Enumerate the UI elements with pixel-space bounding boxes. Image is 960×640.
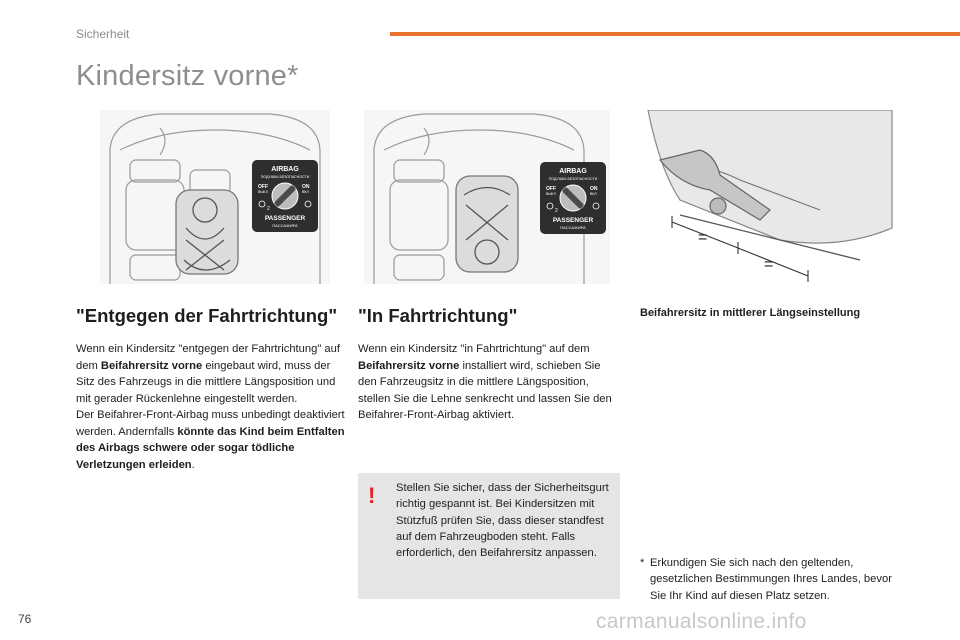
airbag-label: AIRBAG [271, 166, 299, 173]
footnote [640, 555, 900, 604]
illustration-forward-facing-seat [364, 110, 610, 284]
switch-on-label: ON [590, 186, 598, 192]
car-topview-forward-facing-icon [364, 110, 610, 284]
warning-exclamation-icon: ! [368, 483, 376, 508]
switch-off-sublabel: ВЫКЛ [258, 190, 268, 194]
rear-facing-text [76, 341, 346, 473]
equal-mark-1: = [698, 229, 708, 246]
page-title: Kindersitz vorne* [76, 60, 299, 92]
rear-facing-paragraph-2: Der Beifahrer-Front-Airbag muss unbedingt deaktiviert werden. Andernfalls könnte das Kind beim Entfalten des Airbags schwere oder sogar tödliche Verletzungen erleiden. [76, 409, 345, 471]
switch-on-sublabel: ВКЛ [302, 190, 309, 194]
switch-on-sublabel: ВКЛ [590, 192, 597, 196]
seat-position-caption: Beifahrersitz in mittlerer Längseinstellung [640, 307, 861, 319]
illustration-rear-facing-seat [100, 110, 330, 284]
airbag-switch-panel-1 [252, 160, 318, 232]
passenger-label: PASSENGER [552, 217, 594, 224]
watermark: carmanualsonline.info [596, 610, 807, 633]
forward-facing-text: Wenn ein Kindersitz "in Fahrtrichtung" auf dem Beifahrersitz vorne installiert wird, schieben Sie den Fahrzeugsitz in die mittlere Längsposition, stellen Sie die Lehne senkrecht und lassen Sie den Beifahrer-Front-Airbag aktiviert. [358, 343, 612, 421]
airbag-cyrillic-top: ПОДУШКА БЕЗОПАСНОСТИ [260, 175, 310, 179]
car-topview-rear-facing-icon [100, 110, 330, 284]
warning-text: Stellen Sie sicher, dass der Sicherheitsgurt richtig gespannt ist. Bei Kindersitzen mit Stützfuß prüfen Sie, dass dieser standfest auf dem Fahrzeugboden steht. Falls erforderlich, den Beifahrersitz anpassen. [396, 482, 609, 560]
seat-rail-icon [640, 110, 900, 285]
rear-facing-paragraph-1: Wenn ein Kindersitz "entgegen der Fahrtrichtung" auf dem Beifahrersitz vorne eingebaut wird, muss der Sitz des Fahrzeugs in die mittlere Längsposition und mit gerader Rückenlehne eingestellt werden. [76, 343, 340, 405]
heading-rear-facing: "Entgegen der Fahrtrichtung" [76, 305, 338, 326]
page-number: 76 [18, 612, 32, 626]
switch-off-sublabel: ВЫКЛ [546, 192, 556, 196]
passenger-cyrillic: ПАССАЖИРА [272, 223, 298, 228]
switch-on-label: ON [302, 184, 310, 190]
passenger-cyrillic: ПАССАЖИРА [560, 225, 586, 230]
airbag-label: AIRBAG [559, 168, 587, 175]
equal-mark-2: = [764, 256, 774, 273]
section-header: Sicherheit [76, 27, 130, 41]
illustration-seat-rail [640, 110, 900, 285]
switch-off-label: OFF [546, 186, 556, 192]
passenger-label: PASSENGER [264, 215, 306, 222]
heading-forward-facing: "In Fahrtrichtung" [358, 305, 518, 326]
footnote-marker: * [640, 557, 645, 569]
airbag-switch-panel-2 [540, 162, 606, 234]
child-icon-number: 2 [267, 206, 270, 212]
child-icon-number: 2 [555, 208, 558, 214]
header-accent-rule [390, 32, 960, 36]
footnote-text: Erkundigen Sie sich nach den geltenden, gesetzlichen Bestimmungen Ihres Landes, bevor Sie Ihr Kind auf diesen Platz setzen. [650, 557, 892, 602]
switch-off-label: OFF [258, 184, 268, 190]
airbag-cyrillic-top: ПОДУШКА БЕЗОПАСНОСТИ [548, 177, 598, 181]
